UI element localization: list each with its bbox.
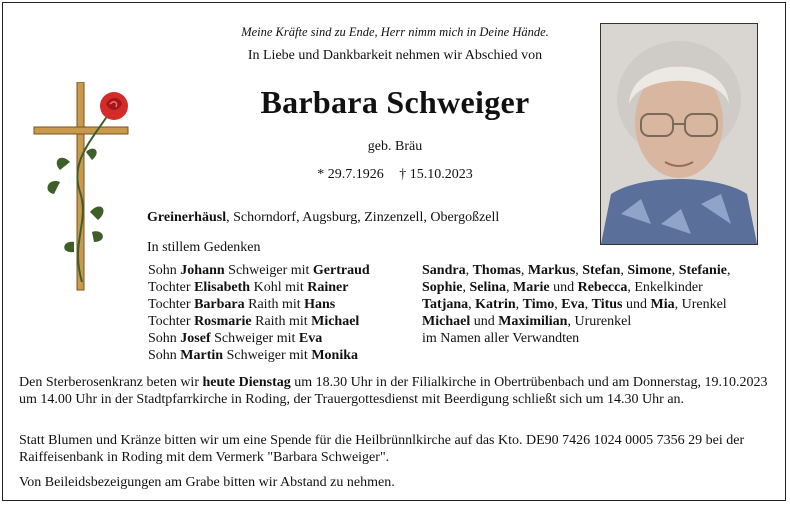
family-row: Sohn Josef Schweiger mit Eva <box>148 331 323 346</box>
places-rest: , Schorndorf, Augsburg, Zinzenzell, Obergoßzell <box>226 210 500 225</box>
family-grandchildren-list <box>422 262 730 347</box>
birth-date: * 29.7.1926 <box>317 167 384 182</box>
rosary-day: heute Dienstag <box>202 375 291 390</box>
gedenken-line: In stillem Gedenken <box>147 240 261 255</box>
family-row: Tochter Rosmarie Raith mit Michael <box>148 314 360 329</box>
condolences-paragraph: Von Beileidsbezeigungen am Grabe bitten wir Abstand zu nehmen. <box>19 475 395 490</box>
birth-name: geb. Bräu <box>367 139 423 154</box>
death-date: † 15.10.2023 <box>399 167 473 182</box>
family-row: Sandra, Thomas, Markus, Stefan, Simone, Stefanie, <box>422 263 731 278</box>
family-row: Tatjana, Katrin, Timo, Eva, Titus und Mia, Urenkel <box>422 297 727 312</box>
motto: Meine Kräfte sind zu Ende, Herr nimm mich in Deine Hände. <box>241 25 549 39</box>
rosary-paragraph: Den Sterberosenkranz beten wir heute Dienstag um 18.30 Uhr in der Filialkirche in Obertrübenbach und am Donnerstag, 19.10.2023 um 14.00 Uhr in der Stadtpfarrkirche in Roding, der Trauergottesdienst mit Beerdigung schließt sich um 14.30 Uhr an. <box>19 375 768 407</box>
intro-line: In Liebe und Dankbarkeit nehmen wir Abschied von <box>247 48 543 63</box>
portrait-image <box>601 24 757 244</box>
deceased-name: Barbara Schweiger <box>260 84 530 120</box>
family-row: Sohn Martin Schweiger mit Monika <box>148 348 359 363</box>
family-row: Michael und Maximilian, Ururenkel <box>422 314 632 329</box>
portrait-photo <box>600 23 758 245</box>
donation-paragraph: Statt Blumen und Kränze bitten wir um eine Spende für die Heilbrünnlkirche auf das Kto. DE90 7426 1024 0005 7356 29 bei der Raiffeisenbank in Roding mit dem Vermerk "Barbara Schweiger". <box>19 433 745 465</box>
family-row: Sohn Johann Schweiger mit Gertraud <box>148 263 370 278</box>
places-line <box>147 210 499 226</box>
cross-with-rose-icon <box>30 82 140 292</box>
family-row: Sophie, Selina, Marie und Rebecca, Enkelkinder <box>422 280 703 295</box>
family-children-list <box>148 262 370 364</box>
family-row: Tochter Elisabeth Kohl mit Rainer <box>148 280 349 295</box>
family-row: im Namen aller Verwandten <box>422 331 580 346</box>
places-first: Greinerhäusl <box>147 210 227 225</box>
family-row: Tochter Barbara Raith mit Hans <box>148 297 336 312</box>
